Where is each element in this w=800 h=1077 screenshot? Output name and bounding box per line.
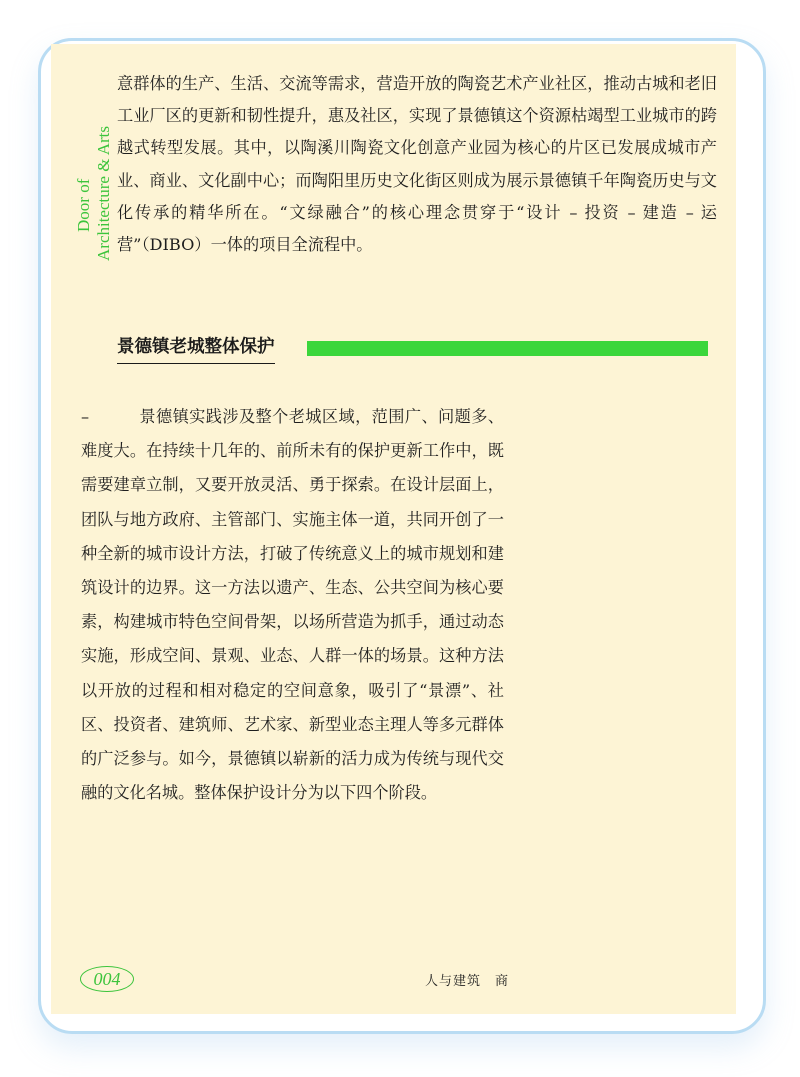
intro-paragraph: 意群体的生产、生活、交流等需求，营造开放的陶瓷艺术产业社区，推动古城和老旧工业厂区的更新和韧性提升，惠及社区，实现了景德镇这个资源枯竭型工业城市的跨越式转型发展。其中，以陶溪川陶瓷文化创意产业园为核心的片区已发展成城市产业、商业、文化副中心；而陶阳里历史文化街区则成为展示景德镇千年陶瓷历史与文化传承的精华所在。“文绿融合”的核心理念贯穿于“设计 – 投资 – 建造 – 运营”（DIBO）一体的项目全流程中。: [117, 74, 717, 255]
section-heading: [117, 334, 275, 364]
page-number: 004: [80, 966, 134, 992]
magazine-page: [51, 44, 736, 1014]
body-paragraph-text: 景德镇实践涉及整个老城区域，范围广、问题多、难度大。在持续十几年的、前所未有的保护更新工作中，既需要建章立制，又要开放灵活、勇于探索。在设计层面上，团队与地方政府、主管部门、实施主体一道，共同开创了一种全新的城市设计方法，打破了传统意义上的城市规划和建筑设计的边界。这一方法以遗产、生态、公共空间为核心要素，构建城市特色空间骨架，以场所营造为抓手，通过动态实施，形成空间、景观、业态、人群一体的场景。这种方法以开放的过程和相对稳定的空间意象，吸引了“景漂”、社区、投资者、建筑师、艺术家、新型业态主理人等多元群体的广泛参与。如今，景德镇以崭新的活力成为传统与现代交融的文化名城。整体保护设计分为以下四个阶段。: [81, 407, 504, 803]
lead-dash: –: [81, 407, 90, 426]
body-paragraph: [81, 400, 504, 810]
body-text: [81, 400, 504, 810]
intro-text: [117, 68, 717, 261]
section-heading-text: 景德镇老城整体保护: [117, 334, 275, 364]
footer-text: 人与建筑 商: [425, 974, 510, 989]
side-title: [59, 74, 117, 261]
side-title-line2: Architecture & Arts: [94, 125, 113, 261]
section-accent-bar: [307, 341, 708, 356]
side-title-line1: Door of: [74, 178, 93, 232]
